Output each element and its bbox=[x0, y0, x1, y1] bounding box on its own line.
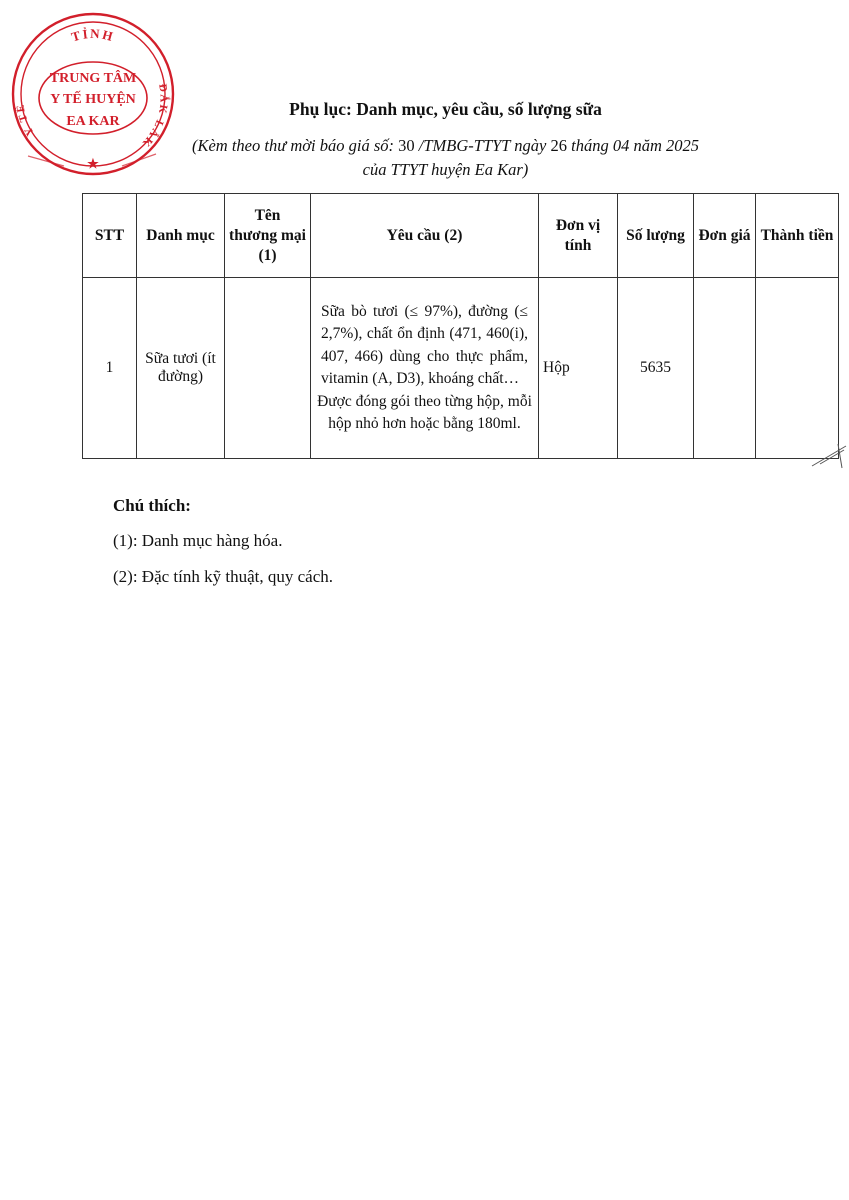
stamp-right-arc: ĐẮK LẮK bbox=[138, 83, 170, 151]
col-header-unit-price: Đơn giá bbox=[694, 194, 756, 278]
letter-number: 30 bbox=[398, 136, 415, 155]
col-header-category: Danh mục bbox=[137, 194, 225, 278]
col-header-trade-name: Tên thương mại (1) bbox=[225, 194, 311, 278]
cell-trade-name bbox=[225, 278, 311, 459]
cell-unit-price bbox=[694, 278, 756, 459]
subtitle-prefix: (Kèm theo thư mời báo giá số: bbox=[191, 136, 395, 155]
cell-unit: Hộp bbox=[539, 278, 618, 459]
note-item-2: (2): Đặc tính kỹ thuật, quy cách. bbox=[113, 567, 333, 586]
svg-text:TỈNH bbox=[69, 26, 116, 45]
col-header-requirements: Yêu cầu (2) bbox=[311, 194, 539, 278]
signature-mark bbox=[808, 440, 849, 470]
col-header-quantity: Số lượng bbox=[618, 194, 694, 278]
stamp-line-1: TRUNG TÂM bbox=[49, 71, 137, 86]
svg-text:★: ★ bbox=[87, 156, 99, 171]
notes-heading: Chú thích: bbox=[113, 496, 191, 515]
col-header-total: Thành tiền bbox=[756, 194, 839, 278]
subtitle-line-2: của TTYT huyện Ea Kar) bbox=[362, 160, 529, 179]
page-subtitle bbox=[0, 134, 849, 182]
col-header-unit: Đơn vị tính bbox=[539, 194, 618, 278]
stamp-line-2: Y TẾ HUYỆN bbox=[50, 92, 136, 107]
table-row bbox=[83, 278, 839, 459]
item-table bbox=[82, 193, 839, 459]
note-item-1: (1): Danh mục hàng hóa. bbox=[113, 531, 283, 550]
cell-category: Sữa tươi (ít đường) bbox=[137, 278, 225, 459]
cell-requirements bbox=[311, 278, 539, 459]
stamp-line-3: EA KAR bbox=[66, 114, 120, 129]
requirements-spec: Sữa bò tươi (≤ 97%), đường (≤ 2,7%), chất ổn định (471, 460(i), 407, 466) dùng cho thực phẩm, vitamin (A, D3), khoáng chất… bbox=[321, 302, 528, 387]
subtitle-month: tháng 04 năm 2025 bbox=[571, 136, 700, 155]
cell-stt: 1 bbox=[83, 278, 137, 459]
subtitle-mid: /TMBG-TTYT ngày bbox=[418, 136, 547, 155]
table-header-row bbox=[83, 194, 839, 278]
stamp-left-arc: Y TẾ bbox=[14, 102, 37, 138]
cell-quantity: 5635 bbox=[618, 278, 694, 459]
page-title: Phụ lục: Danh mục, yêu cầu, số lượng sữa bbox=[289, 99, 602, 119]
col-header-stt: STT bbox=[83, 194, 137, 278]
cell-total bbox=[756, 278, 839, 459]
stamp-top-text: TỈNH bbox=[69, 25, 117, 45]
requirements-packaging: Được đóng gói theo từng hộp, mỗi hộp nhỏ hơn hoặc bằng 180ml. bbox=[317, 392, 532, 432]
letter-day: 26 bbox=[550, 136, 568, 155]
notes-section bbox=[113, 496, 333, 601]
